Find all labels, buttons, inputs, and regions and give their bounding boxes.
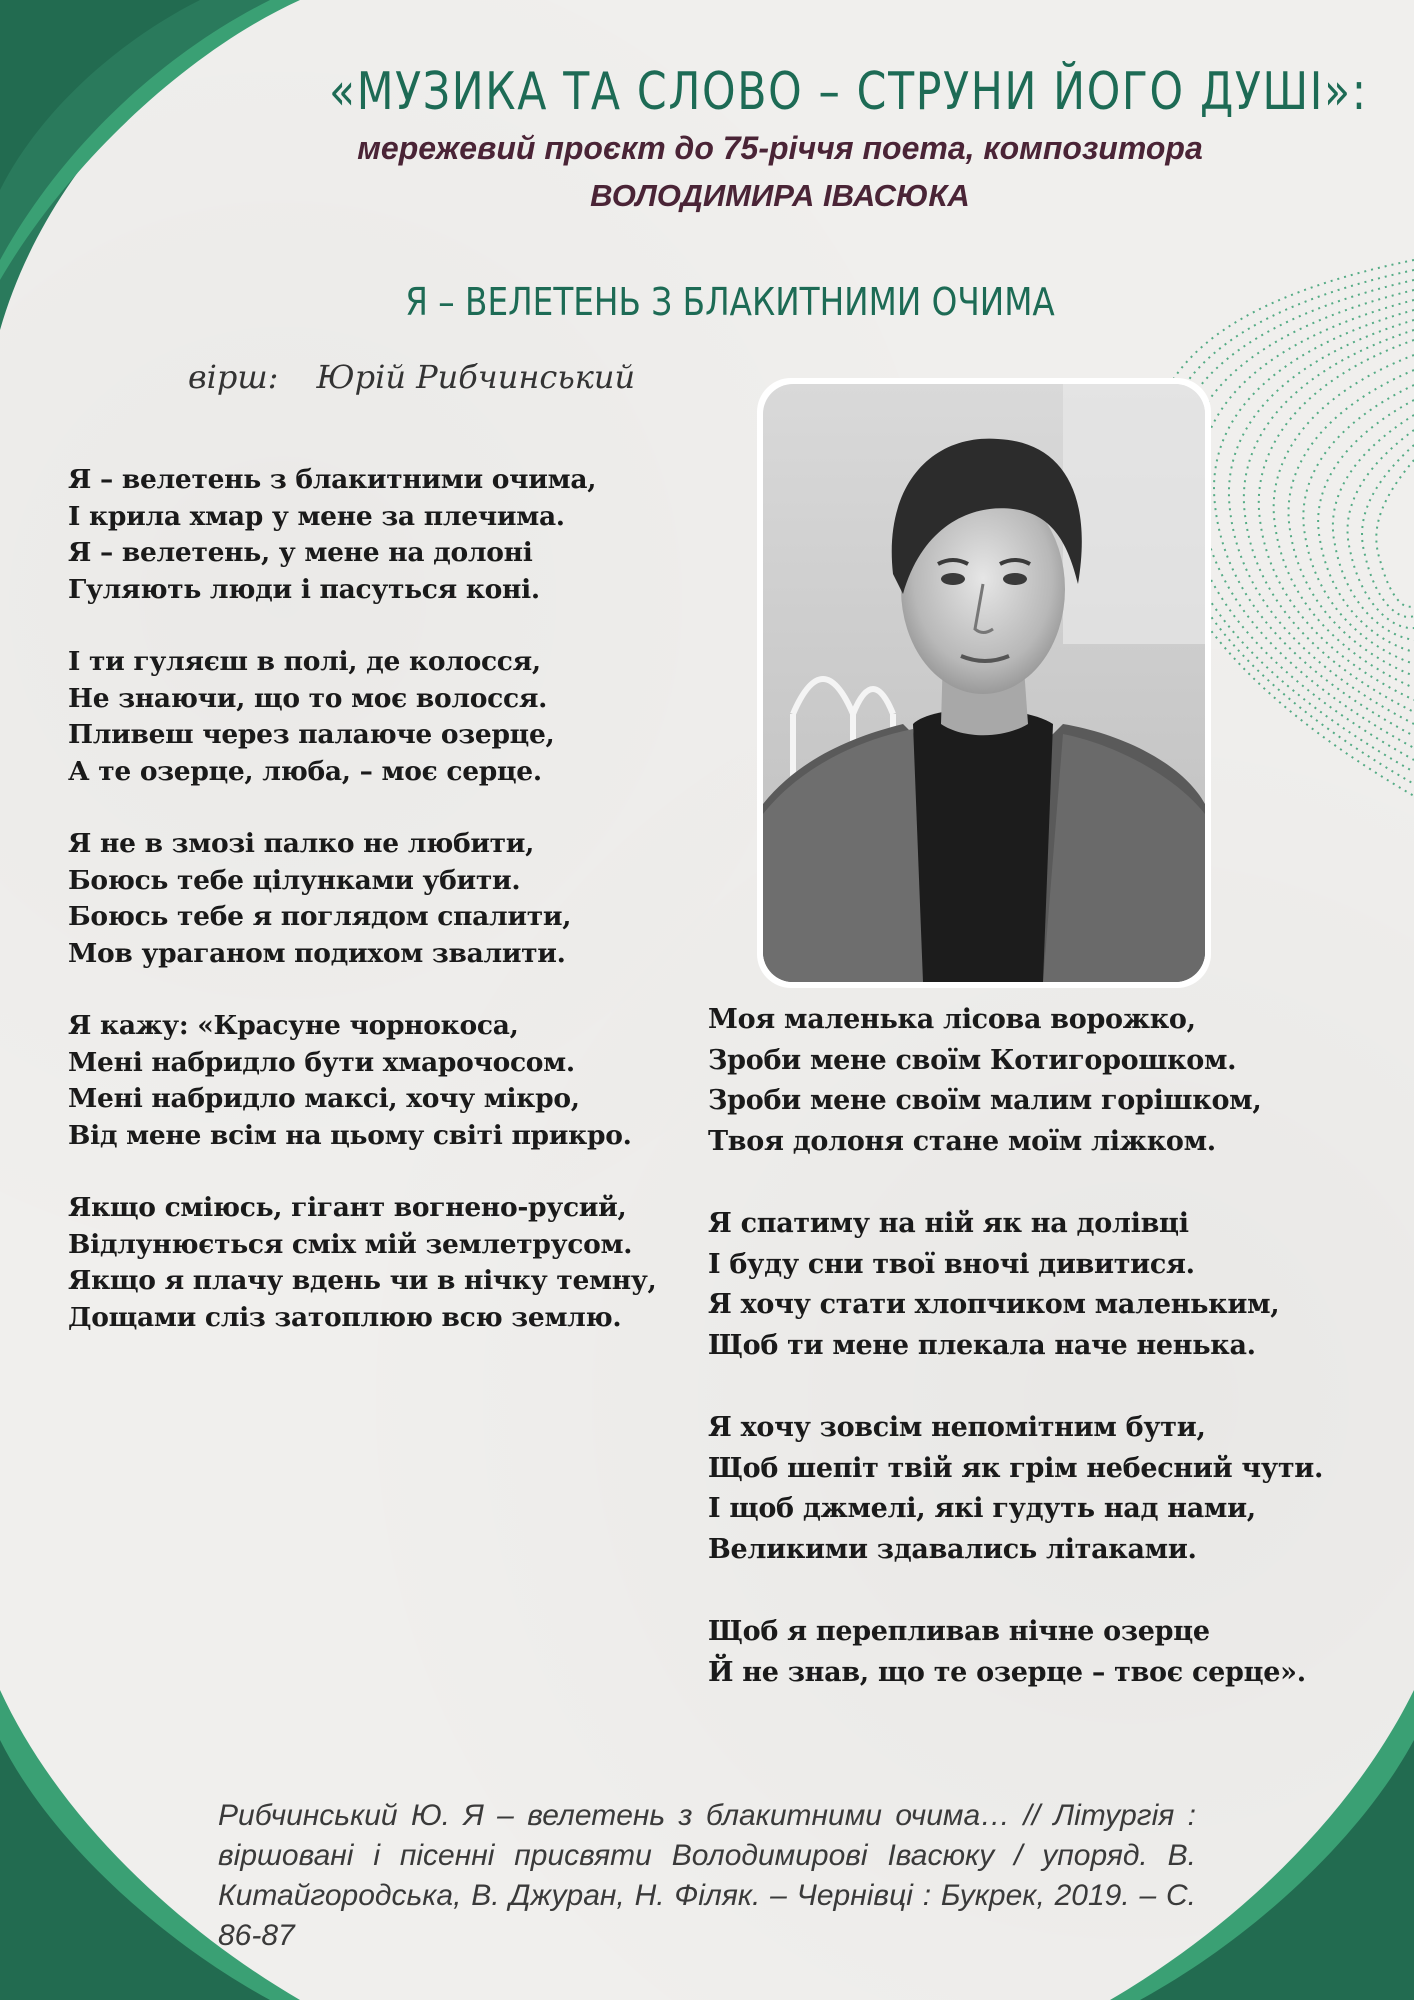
poem-line: Якщо сміюсь, гігант вогнено-русий, [68, 1192, 627, 1223]
header-title: «МУЗИКА ТА СЛОВО – СТРУНИ ЙОГО ДУШІ»: [329, 62, 1368, 122]
header-honoree-name: ВОЛОДИМИРА ІВАСЮКА [590, 178, 970, 213]
poem-line: Якщо я плачу вдень чи в нічку темну, [68, 1265, 657, 1296]
stanza [68, 644, 708, 790]
poem-line: Щоб я перепливав нічне озерце [708, 1616, 1210, 1647]
poem-line: Я – велетень, у мене на долоні [68, 537, 533, 568]
poem-stanzas-right [708, 1000, 1398, 1735]
poem-line: Великими здавались літаками. [708, 1533, 1197, 1565]
author-label: вірш: [188, 358, 279, 396]
poem-line: Зроби мене своїм малим горішком, [708, 1085, 1262, 1116]
poem-line: Я спатиму на ній як на долівці [708, 1208, 1189, 1239]
poem-author [188, 358, 635, 396]
poem-line: А те озерце, люба, – моє серце. [68, 755, 542, 787]
poem-line: І буду сни твої вночі дивитися. [708, 1248, 1195, 1280]
poem-title: Я – ВЕЛЕТЕНЬ З БЛАКИТНИМИ ОЧИМА [405, 280, 1055, 324]
poem-line: Зроби мене своїм Котигорошком. [708, 1044, 1237, 1076]
poem-line: Боюсь тебе цілунками убити. [68, 864, 521, 896]
author-name: Юрій Рибчинський [316, 358, 636, 396]
header-subtitle: мережевий проєкт до 75-річчя поета, композитора [357, 130, 1203, 166]
poem-line: І крила хмар у мене за плечима. [68, 500, 565, 532]
poem-line: Не знаючи, що то моє волосся. [68, 682, 548, 714]
poem-line: Я хочу зовсім непомітним бути, [708, 1412, 1206, 1443]
poem-line: Я не в змозі палко не любити, [68, 828, 535, 859]
poem-line: Я хочу стати хлопчиком маленьким, [708, 1289, 1280, 1320]
poem-line: І ти гуляєш в полі, де колосся, [68, 646, 541, 677]
poem-line: Я кажу: «Красуне чорнокоса, [68, 1010, 519, 1041]
stanza [708, 1000, 1398, 1162]
stanza [68, 826, 708, 972]
poem-line: І щоб джмелі, які гудуть над нами, [708, 1493, 1256, 1524]
stanza [68, 462, 708, 608]
poem-line: Щоб шепіт твій як грім небесний чути. [708, 1452, 1324, 1484]
poem-line: Щоб ти мене плекала наче ненька. [708, 1329, 1256, 1361]
portrait-icon [763, 384, 1205, 982]
poem-line: Мені набридло максі, хочу мікро, [68, 1083, 580, 1114]
poem-line: Й не знав, що те озерце – твоє серце». [708, 1656, 1306, 1688]
stanza [708, 1408, 1398, 1570]
poem-line: Відлунюється сміх мій землетрусом. [68, 1228, 633, 1260]
stanza [68, 1190, 708, 1336]
portrait-frame [757, 378, 1211, 988]
poem-line: Боюсь тебе я поглядом спалити, [68, 901, 572, 932]
poem-line: Дощами сліз затоплюю всю землю. [68, 1301, 622, 1333]
poem-line: Мені набридло бути хмарочосом. [68, 1046, 575, 1078]
poem-line: Гуляють люди і пасуться коні. [68, 573, 540, 605]
poem-line: Пливеш через палаюче озерце, [68, 719, 555, 750]
poem-line: Від мене всім на цьому світі прикро. [68, 1119, 632, 1151]
bibliographic-citation: Рибчинський Ю. Я – велетень з блакитними очима… // Літургія : віршовані і пісенні присвяти Володимирові Івасюку / упоряд. В. Китайгородська, В. Джуран, Н. Філяк. – Чернівці : Букрек, 2019. – С. 86-87 [218, 1799, 1196, 1952]
stanza [68, 1008, 708, 1154]
poem-line: Моя маленька лісова ворожко, [708, 1004, 1196, 1035]
poem-line: Твоя долоня стане моїм ліжком. [708, 1125, 1216, 1157]
poem-line: Я – велетень з блакитними очима, [68, 464, 597, 495]
stanza [708, 1204, 1398, 1366]
stanza [708, 1612, 1398, 1693]
poem-line: Мов ураганом подихом звалити. [68, 937, 566, 969]
poem-stanzas-left [68, 462, 708, 1372]
